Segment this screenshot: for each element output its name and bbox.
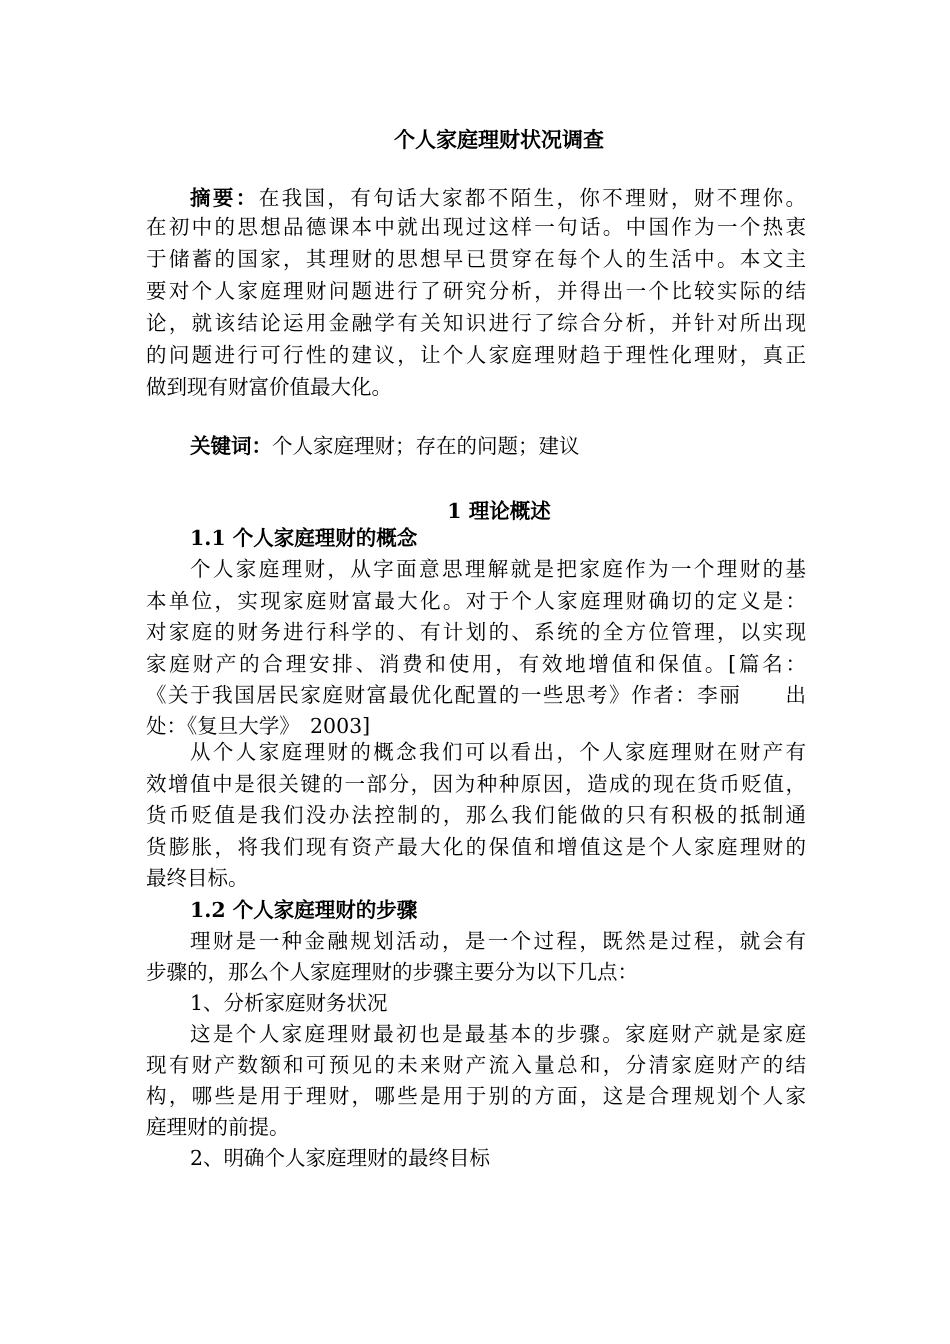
section-title: 1 理论概述 xyxy=(447,499,551,523)
paragraph-line: 本单位，实现家庭财富最大化。对于个人家庭理财确切的定义是： xyxy=(146,589,806,613)
paragraph-line: 货膨胀，将我们现有资产最大化的保值和增值这是个人家庭理财的 xyxy=(146,835,806,859)
paragraph-line: 个人家庭理财，从字面意思理解就是把家庭作为一个理财的基 xyxy=(190,557,806,581)
paragraph-line: 从个人家庭理财的概念我们可以看出，个人家庭理财在财产有 xyxy=(190,740,806,764)
abstract-line: 要对个人家庭理财问题进行了研究分析，并得出一个比较实际的结 xyxy=(146,279,806,303)
paragraph-line: 最终目标。 xyxy=(146,866,249,890)
paragraph-line: 这是个人家庭理财最初也是最基本的步骤。家庭财产就是家庭 xyxy=(190,1022,806,1046)
paragraph-line: 构，哪些是用于理财，哪些是用于别的方面，这是合理规划个人家 xyxy=(146,1084,806,1108)
step-heading: 1、分析家庭财务状况 xyxy=(190,991,388,1015)
abstract-line: 论，就该结论运用金融学有关知识进行了综合分析，并针对所出现 xyxy=(146,311,806,335)
document-title: 个人家庭理财状况调查 xyxy=(394,127,604,152)
keywords-text: 个人家庭理财；存在的问题；建议 xyxy=(272,434,580,458)
abstract-line: 的问题进行可行性的建议，让个人家庭理财趋于理性化理财，真正 xyxy=(146,343,806,367)
abstract-line xyxy=(190,184,806,212)
abstract-line: 做到现有财富价值最大化。 xyxy=(146,375,392,399)
paragraph-line: 效增值中是很关键的一部分，因为种种原因，造成的现在货币贬值， xyxy=(146,772,806,796)
paragraph-line: 现有财产数额和可预见的未来财产流入量总和，分清家庭财产的结 xyxy=(146,1053,806,1077)
keywords-label: 关键词： xyxy=(190,434,272,458)
abstract-line: 在初中的思想品德课本中就出现过这样一句话。中国作为一个热衷 xyxy=(146,215,806,239)
subsection-title: 1.1 个人家庭理财的概念 xyxy=(190,526,418,550)
paragraph-line: 处：《复旦大学》 2003] xyxy=(146,714,371,738)
abstract-text: 在我国，有句话大家都不陌生，你不理财，财不理你。 xyxy=(258,186,807,210)
keywords-line xyxy=(190,432,806,460)
paragraph-line: 货币贬值是我们没办法控制的，那么我们能做的只有积极的抵制通 xyxy=(146,803,806,827)
paragraph-line: 庭理财的前提。 xyxy=(146,1115,290,1139)
paragraph-line: 理财是一种金融规划活动，是一个过程，既然是过程，就会有 xyxy=(190,929,806,953)
abstract-label: 摘要： xyxy=(190,186,259,210)
abstract-line: 于储蓄的国家，其理财的思想早已贯穿在每个人的生活中。本文主 xyxy=(146,247,806,271)
paragraph-line: 步骤的，那么个人家庭理财的步骤主要分为以下几点： xyxy=(146,960,638,984)
step-heading: 2、明确个人家庭理财的最终目标 xyxy=(190,1146,491,1170)
paragraph-line: 对家庭的财务进行科学的、有计划的、系统的全方位管理，以实现 xyxy=(146,620,806,644)
paragraph-line: 《关于我国居民家庭财富最优化配置的一些思考》作者：李丽 出 xyxy=(146,683,806,707)
paragraph-line: 家庭财产的合理安排、消费和使用，有效地增值和保值。[篇名： xyxy=(146,652,806,676)
subsection-title: 1.2 个人家庭理财的步骤 xyxy=(190,898,418,922)
